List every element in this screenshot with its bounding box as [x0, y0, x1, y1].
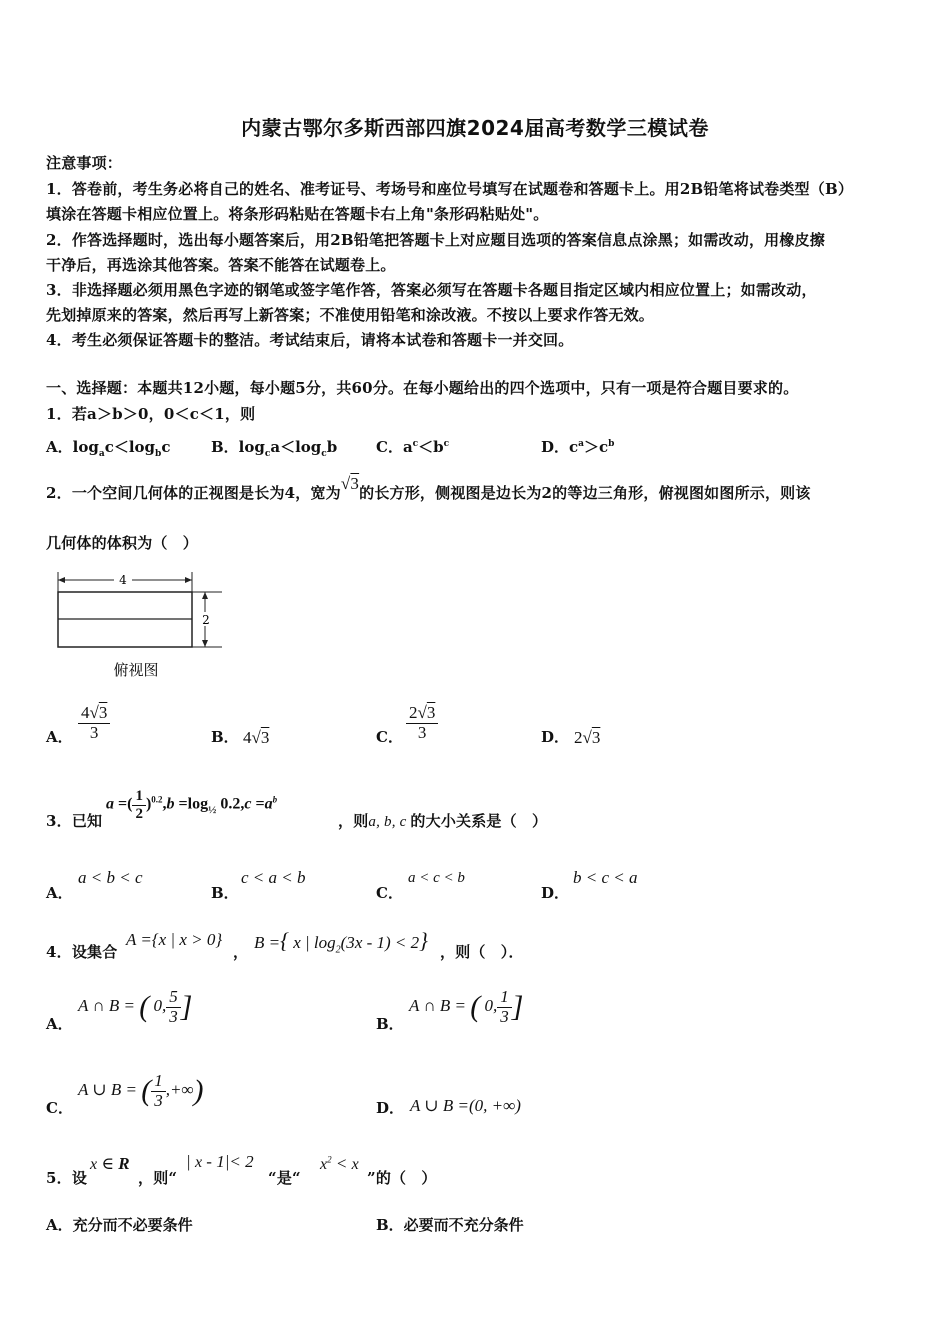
- figure-caption: 俯视图: [113, 661, 159, 679]
- notice-line-6: 先划掉原来的答案，然后再写上新答案；不准使用铅笔和涂改液。不按以上要求作答无效。: [46, 306, 655, 324]
- notice-line-4: 干净后，再选涂其他答案。答案不能答在试题卷上。: [46, 256, 396, 274]
- q1-option-b: B．$\log_ca<\log_cb$: [211, 438, 338, 459]
- q3-option-a: a < b < c: [78, 868, 143, 887]
- page-title: 内蒙古鄂尔多斯西部四旗2024届高考数学三模试卷: [241, 116, 709, 140]
- q3-option-c-label: C．: [376, 884, 403, 902]
- arrow-up-icon: [202, 592, 208, 599]
- q5-option-a: A．充分而不必要条件: [46, 1216, 193, 1234]
- arrow-down-icon: [202, 640, 208, 647]
- q5-condition-2: $x^2 < x$: [320, 1154, 359, 1173]
- q3-option-b: c < a < b: [241, 868, 306, 887]
- notice-line-2: 填涂在答题卡相应位置上。将条形码粘贴在答题卡右上角"条形码粘贴处"。: [46, 205, 549, 223]
- q4-option-b: A ∩ B = ( 0, $\frac{1}{3}$ ]: [409, 987, 524, 1026]
- notice-line-5: 3．非选择题必须用黑色字迹的钢笔或签字笔作答，答案必须写在答题卡各题目指定区域内相应位置上；如需改动，: [46, 281, 817, 299]
- q3-tail: ，则a, b, c 的大小关系是（ ）: [338, 812, 548, 830]
- q5-num: 5．设: [46, 1169, 88, 1187]
- q2-option-c: $\frac{2√3}{3}$: [406, 704, 438, 742]
- q3-option-d: b < c < a: [573, 868, 638, 887]
- q4-option-b-label: B．: [376, 1015, 404, 1033]
- q4-option-c: A ∪ B = ( $\frac{1}{3}$ ,+∞): [78, 1071, 204, 1110]
- q2-stem: 2．一个空间几何体的正视图是长为4，宽为√3的长方形，侧视图是边长为2的等边三角形，俯视图如图所示，则该: [46, 474, 811, 502]
- q5-tail: ”的（ ）: [367, 1169, 437, 1187]
- q2-option-d-label: D．: [541, 728, 570, 746]
- q1-option-d: D．$c^a>c^b$: [541, 438, 615, 456]
- q5-is: “是“: [268, 1169, 301, 1187]
- q4-set-b: B ={ x | $\log_2(3x - 1) < 2$}: [254, 928, 428, 956]
- q3-expression: a =( $\frac{1}{2}$ )$^{0.2},b =\log_{\frac{1}{2}}$ $0.2,c =a^b$: [106, 788, 278, 822]
- q4-option-a-label: A．: [46, 1015, 73, 1033]
- q3-num: 3．已知: [46, 812, 103, 830]
- q1-stem: 1．若a＞b＞0，0＜c＜1，则: [46, 405, 256, 423]
- arrow-right-icon: [185, 577, 192, 583]
- width-label: 4: [119, 573, 127, 587]
- q1-option-a: A．$\log_ac<\log_bc$: [46, 438, 171, 459]
- top-view-figure: [52, 568, 232, 686]
- q1-option-c: C．$a^c<b^c$: [376, 438, 450, 456]
- sqrt3-expr: √3: [340, 474, 360, 493]
- q4-option-d: A ∪ B =(0, +∞): [410, 1096, 521, 1115]
- q3-option-d-label: D．: [541, 884, 570, 902]
- q4-num: 4．设集合: [46, 943, 118, 961]
- section-heading: 一、选择题：本题共12小题，每小题5分，共60分。在每小题给出的四个选项中，只有一项是符合题目要求的。: [46, 379, 799, 397]
- q3-option-a-label: A．: [46, 884, 73, 902]
- height-label: 2: [202, 613, 210, 627]
- q4-option-c-label: C．: [46, 1099, 73, 1117]
- q2-option-b-label: B．: [211, 728, 239, 746]
- q4-comma: ，: [233, 943, 249, 961]
- q4-option-a: A ∩ B = ( 0, $\frac{5}{3}$ ]: [78, 987, 193, 1026]
- q5-x-in-r: x ∈ R: [90, 1154, 130, 1173]
- q5-condition-1: | x - 1|< 2: [186, 1152, 254, 1171]
- q2-stem-line2: 几何体的体积为（ ）: [46, 534, 199, 552]
- q2-option-a-label: A．: [46, 728, 73, 746]
- notice-heading: 注意事项：: [46, 154, 123, 172]
- q5-option-b: B．必要而不充分条件: [376, 1216, 524, 1234]
- q4-tail: ，则（ ）．: [440, 943, 524, 961]
- notice-line-3: 2．作答选择题时，选出每小题答案后，用2B铅笔把答题卡上对应题目选项的答案信息点涂黑；如需改动，用橡皮擦: [46, 231, 825, 249]
- q2-option-a: $\frac{4√3}{3}$: [78, 704, 110, 742]
- q2-option-b: 4√3: [243, 728, 270, 747]
- q5-mid: ，则“: [138, 1169, 178, 1187]
- arrow-left-icon: [58, 577, 65, 583]
- notice-line-7: 4．考生必须保证答题卡的整洁。考试结束后，请将本试卷和答题卡一并交回。: [46, 331, 574, 349]
- q2-option-c-label: C．: [376, 728, 403, 746]
- q3-option-b-label: B．: [211, 884, 239, 902]
- q4-option-d-label: D．: [376, 1099, 405, 1117]
- q3-option-c: a < c < b: [408, 870, 465, 886]
- q2-option-d: 2√3: [574, 728, 601, 747]
- notice-line-1: 1．答卷前，考生务必将自己的姓名、准考证号、考场号和座位号填写在试题卷和答题卡上。用2B铅笔将试卷类型（B）: [46, 180, 854, 198]
- q4-set-a: A ={x | x > 0}: [126, 930, 223, 949]
